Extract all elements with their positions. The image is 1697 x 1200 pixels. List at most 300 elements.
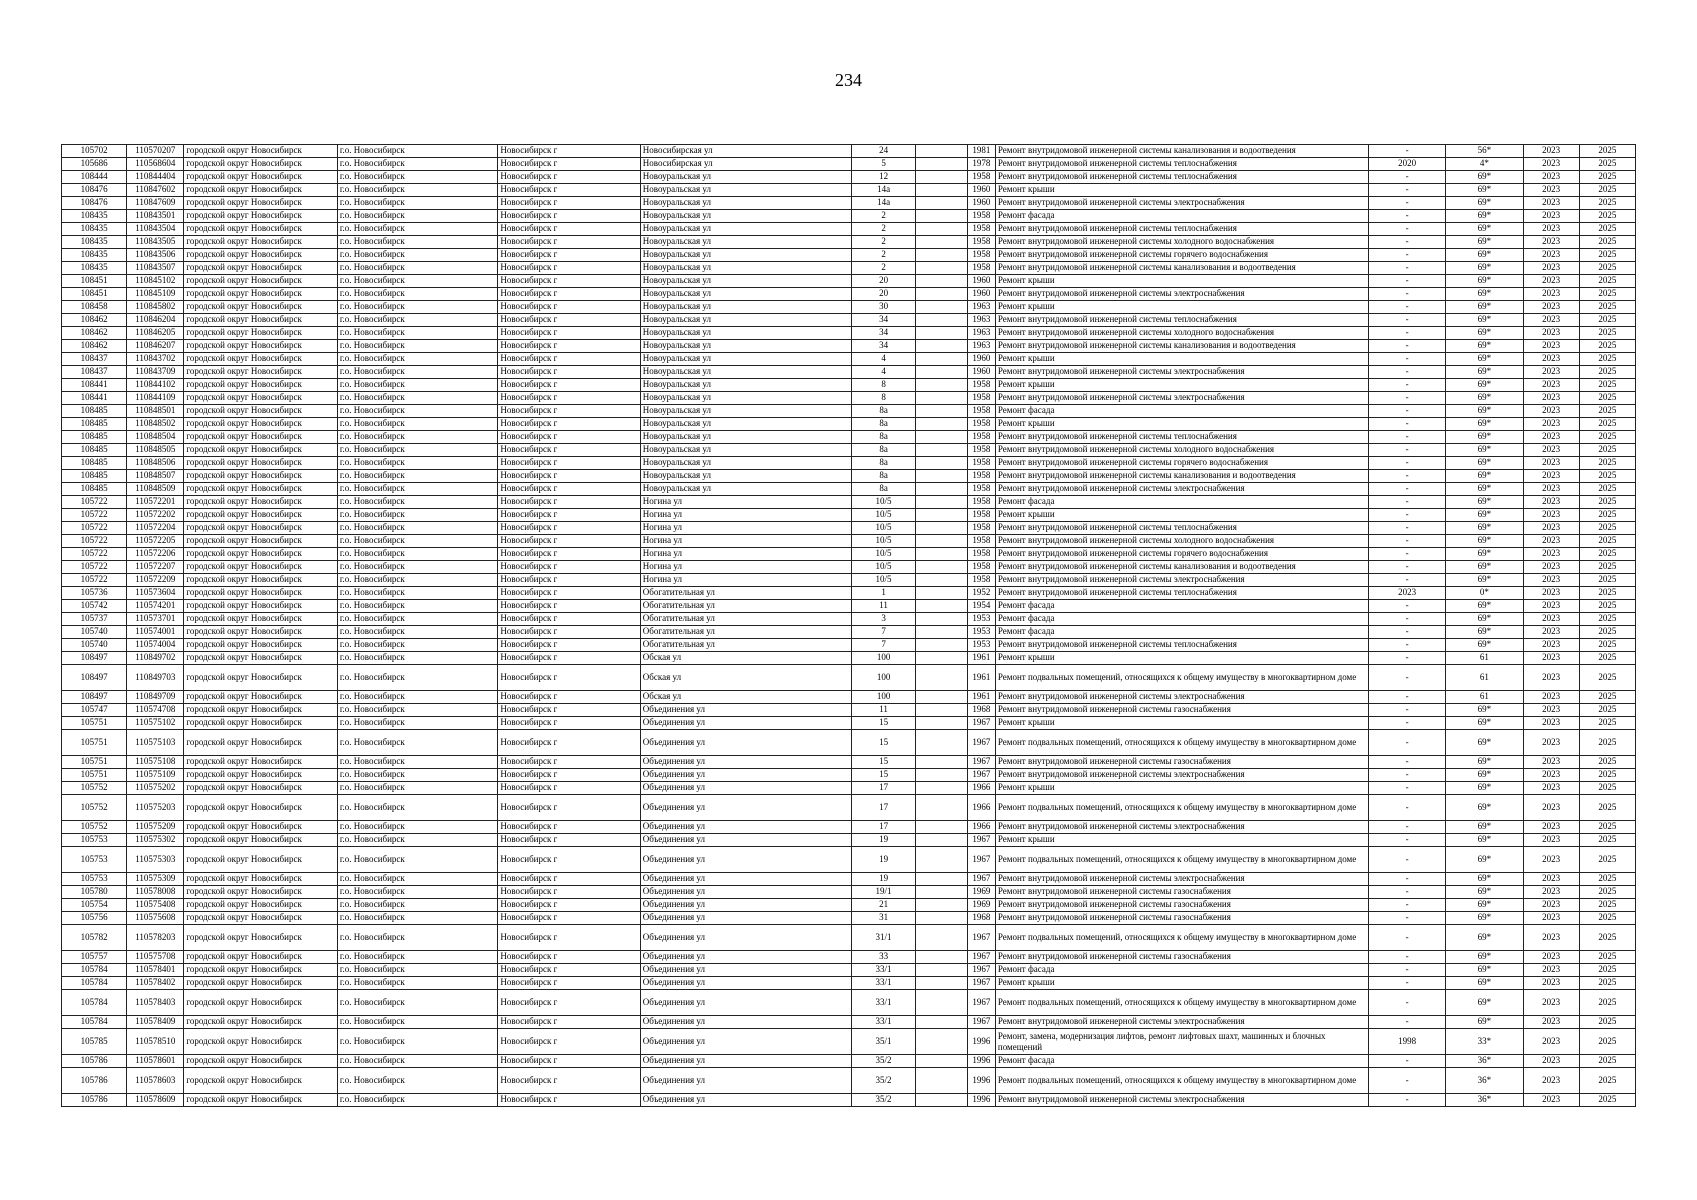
wear-percent-cell: 69*	[1446, 379, 1523, 392]
year-built-cell: 1958	[967, 249, 995, 262]
house-id-cell: 105785	[62, 1029, 127, 1055]
house-id-cell: 108444	[62, 171, 127, 184]
year-built-cell: 1963	[967, 314, 995, 327]
building-cell	[915, 691, 967, 704]
settlement-cell: Новосибирск г	[498, 184, 640, 197]
house-id-cell: 105754	[62, 899, 127, 912]
plan-year-end-cell: 2025	[1579, 600, 1635, 613]
work-id-cell: 110844102	[127, 379, 184, 392]
work-id-cell: 110848507	[127, 470, 184, 483]
table-row	[62, 977, 1636, 990]
work-id-cell: 110575708	[127, 951, 184, 964]
wear-percent-cell: 69*	[1446, 834, 1523, 847]
last-repair-year-cell: -	[1369, 925, 1446, 951]
house-number-cell: 5	[852, 158, 915, 171]
building-cell	[915, 509, 967, 522]
plan-year-start-cell: 2023	[1523, 834, 1579, 847]
house-id-cell: 105752	[62, 782, 127, 795]
plan-year-start-cell: 2023	[1523, 418, 1579, 431]
municipal-district-cell: городской округ Новосибирск	[184, 704, 337, 717]
last-repair-year-cell: -	[1369, 262, 1446, 275]
building-cell	[915, 431, 967, 444]
table-row	[62, 145, 1636, 158]
work-id-cell: 110848506	[127, 457, 184, 470]
last-repair-year-cell: -	[1369, 990, 1446, 1016]
municipality-cell: г.о. Новосибирск	[337, 288, 498, 301]
last-repair-year-cell: -	[1369, 548, 1446, 561]
plan-year-start-cell: 2023	[1523, 314, 1579, 327]
work-type-cell: Ремонт подвальных помещений, относящихся к общему имуществу в многоквартирном доме	[995, 730, 1368, 756]
municipal-district-cell: городской округ Новосибирск	[184, 951, 337, 964]
work-type-cell: Ремонт подвальных помещений, относящихся к общему имуществу в многоквартирном доме	[995, 1068, 1368, 1094]
last-repair-year-cell: -	[1369, 223, 1446, 236]
building-cell	[915, 587, 967, 600]
last-repair-year-cell: -	[1369, 847, 1446, 873]
municipal-district-cell: городской округ Новосибирск	[184, 457, 337, 470]
building-cell	[915, 470, 967, 483]
last-repair-year-cell: -	[1369, 1055, 1446, 1068]
table-row	[62, 457, 1636, 470]
table-row	[62, 197, 1636, 210]
last-repair-year-cell: -	[1369, 899, 1446, 912]
plan-year-end-cell: 2025	[1579, 327, 1635, 340]
table-row	[62, 210, 1636, 223]
last-repair-year-cell: -	[1369, 639, 1446, 652]
year-built-cell: 1960	[967, 275, 995, 288]
house-id-cell: 108497	[62, 665, 127, 691]
year-built-cell: 1966	[967, 795, 995, 821]
work-type-cell: Ремонт крыши	[995, 301, 1368, 314]
building-cell	[915, 626, 967, 639]
work-type-cell: Ремонт внутридомовой инженерной системы электроснабжения	[995, 574, 1368, 587]
wear-percent-cell: 69*	[1446, 509, 1523, 522]
plan-year-end-cell: 2025	[1579, 301, 1635, 314]
municipal-district-cell: городской округ Новосибирск	[184, 301, 337, 314]
year-built-cell: 1967	[967, 925, 995, 951]
work-id-cell: 110849703	[127, 665, 184, 691]
street-cell: Новоуральская ул	[640, 353, 852, 366]
plan-year-end-cell: 2025	[1579, 899, 1635, 912]
plan-year-end-cell: 2025	[1579, 847, 1635, 873]
house-number-cell: 33	[852, 951, 915, 964]
house-id-cell: 105753	[62, 834, 127, 847]
house-number-cell: 31/1	[852, 925, 915, 951]
municipality-cell: г.о. Новосибирск	[337, 574, 498, 587]
plan-year-end-cell: 2025	[1579, 665, 1635, 691]
wear-percent-cell: 69*	[1446, 847, 1523, 873]
plan-year-start-cell: 2023	[1523, 444, 1579, 457]
work-type-cell: Ремонт внутридомовой инженерной системы газоснабжения	[995, 899, 1368, 912]
work-id-cell: 110573604	[127, 587, 184, 600]
street-cell: Новоуральская ул	[640, 288, 852, 301]
wear-percent-cell: 69*	[1446, 444, 1523, 457]
plan-year-end-cell: 2025	[1579, 990, 1635, 1016]
work-type-cell: Ремонт внутридомовой инженерной системы электроснабжения	[995, 197, 1368, 210]
plan-year-end-cell: 2025	[1579, 1055, 1635, 1068]
building-cell	[915, 327, 967, 340]
street-cell: Обская ул	[640, 691, 852, 704]
municipality-cell: г.о. Новосибирск	[337, 210, 498, 223]
work-id-cell: 110575103	[127, 730, 184, 756]
settlement-cell: Новосибирск г	[498, 990, 640, 1016]
work-type-cell: Ремонт внутридомовой инженерной системы электроснабжения	[995, 1016, 1368, 1029]
settlement-cell: Новосибирск г	[498, 1068, 640, 1094]
house-id-cell: 108437	[62, 366, 127, 379]
settlement-cell: Новосибирск г	[498, 379, 640, 392]
settlement-cell: Новосибирск г	[498, 717, 640, 730]
last-repair-year-cell: 1998	[1369, 1029, 1446, 1055]
municipality-cell: г.о. Новосибирск	[337, 431, 498, 444]
last-repair-year-cell: -	[1369, 210, 1446, 223]
street-cell: Новоуральская ул	[640, 236, 852, 249]
house-id-cell: 108441	[62, 392, 127, 405]
wear-percent-cell: 36*	[1446, 1055, 1523, 1068]
last-repair-year-cell: -	[1369, 483, 1446, 496]
work-type-cell: Ремонт внутридомовой инженерной системы горячего водоснабжения	[995, 548, 1368, 561]
house-number-cell: 35/2	[852, 1068, 915, 1094]
plan-year-start-cell: 2023	[1523, 262, 1579, 275]
settlement-cell: Новосибирск г	[498, 158, 640, 171]
settlement-cell: Новосибирск г	[498, 964, 640, 977]
settlement-cell: Новосибирск г	[498, 457, 640, 470]
municipality-cell: г.о. Новосибирск	[337, 236, 498, 249]
house-number-cell: 100	[852, 665, 915, 691]
plan-year-start-cell: 2023	[1523, 561, 1579, 574]
work-id-cell: 110847602	[127, 184, 184, 197]
plan-year-end-cell: 2025	[1579, 496, 1635, 509]
plan-year-end-cell: 2025	[1579, 639, 1635, 652]
work-type-cell: Ремонт крыши	[995, 834, 1368, 847]
wear-percent-cell: 69*	[1446, 275, 1523, 288]
plan-year-end-cell: 2025	[1579, 197, 1635, 210]
house-id-cell: 105753	[62, 847, 127, 873]
municipal-district-cell: городской округ Новосибирск	[184, 756, 337, 769]
house-id-cell: 108451	[62, 288, 127, 301]
settlement-cell: Новосибирск г	[498, 171, 640, 184]
municipal-district-cell: городской округ Новосибирск	[184, 496, 337, 509]
plan-year-end-cell: 2025	[1579, 587, 1635, 600]
plan-year-end-cell: 2025	[1579, 925, 1635, 951]
municipal-district-cell: городской округ Новосибирск	[184, 314, 337, 327]
street-cell: Новоуральская ул	[640, 275, 852, 288]
work-id-cell: 110575608	[127, 912, 184, 925]
house-number-cell: 3	[852, 613, 915, 626]
table-row	[62, 236, 1636, 249]
house-number-cell: 17	[852, 782, 915, 795]
work-type-cell: Ремонт фасада	[995, 626, 1368, 639]
building-cell	[915, 275, 967, 288]
street-cell: Новоуральская ул	[640, 470, 852, 483]
work-type-cell: Ремонт внутридомовой инженерной системы электроснабжения	[995, 392, 1368, 405]
municipality-cell: г.о. Новосибирск	[337, 990, 498, 1016]
plan-year-end-cell: 2025	[1579, 444, 1635, 457]
wear-percent-cell: 69*	[1446, 873, 1523, 886]
plan-year-start-cell: 2023	[1523, 691, 1579, 704]
wear-percent-cell: 69*	[1446, 756, 1523, 769]
house-id-cell: 108441	[62, 379, 127, 392]
plan-year-start-cell: 2023	[1523, 535, 1579, 548]
wear-percent-cell: 69*	[1446, 184, 1523, 197]
house-id-cell: 108476	[62, 184, 127, 197]
building-cell	[915, 340, 967, 353]
work-type-cell: Ремонт внутридомовой инженерной системы газоснабжения	[995, 951, 1368, 964]
settlement-cell: Новосибирск г	[498, 652, 640, 665]
municipality-cell: г.о. Новосибирск	[337, 1055, 498, 1068]
municipal-district-cell: городской округ Новосибирск	[184, 847, 337, 873]
municipality-cell: г.о. Новосибирск	[337, 600, 498, 613]
work-id-cell: 110570207	[127, 145, 184, 158]
plan-year-start-cell: 2023	[1523, 912, 1579, 925]
wear-percent-cell: 69*	[1446, 600, 1523, 613]
house-number-cell: 15	[852, 730, 915, 756]
municipal-district-cell: городской округ Новосибирск	[184, 717, 337, 730]
last-repair-year-cell: -	[1369, 249, 1446, 262]
work-type-cell: Ремонт подвальных помещений, относящихся к общему имуществу в многоквартирном доме	[995, 990, 1368, 1016]
table-row	[62, 366, 1636, 379]
municipal-district-cell: городской округ Новосибирск	[184, 522, 337, 535]
plan-year-start-cell: 2023	[1523, 756, 1579, 769]
work-id-cell: 110578510	[127, 1029, 184, 1055]
work-type-cell: Ремонт внутридомовой инженерной системы газоснабжения	[995, 886, 1368, 899]
year-built-cell: 1961	[967, 665, 995, 691]
municipal-district-cell: городской округ Новосибирск	[184, 405, 337, 418]
work-type-cell: Ремонт внутридомовой инженерной системы горячего водоснабжения	[995, 249, 1368, 262]
work-type-cell: Ремонт подвальных помещений, относящихся к общему имуществу в многоквартирном доме	[995, 795, 1368, 821]
municipal-district-cell: городской округ Новосибирск	[184, 990, 337, 1016]
work-type-cell: Ремонт крыши	[995, 652, 1368, 665]
work-id-cell: 110843505	[127, 236, 184, 249]
municipal-district-cell: городской округ Новосибирск	[184, 652, 337, 665]
house-id-cell: 105782	[62, 925, 127, 951]
plan-year-end-cell: 2025	[1579, 951, 1635, 964]
year-built-cell: 1958	[967, 418, 995, 431]
house-id-cell: 108476	[62, 197, 127, 210]
building-cell	[915, 496, 967, 509]
table-row	[62, 444, 1636, 457]
year-built-cell: 1968	[967, 704, 995, 717]
year-built-cell: 1996	[967, 1029, 995, 1055]
house-number-cell: 19	[852, 847, 915, 873]
plan-year-start-cell: 2023	[1523, 704, 1579, 717]
year-built-cell: 1958	[967, 483, 995, 496]
plan-year-end-cell: 2025	[1579, 457, 1635, 470]
plan-year-end-cell: 2025	[1579, 756, 1635, 769]
year-built-cell: 1966	[967, 782, 995, 795]
plan-year-start-cell: 2023	[1523, 1094, 1579, 1107]
house-number-cell: 7	[852, 626, 915, 639]
wear-percent-cell: 69*	[1446, 457, 1523, 470]
municipal-district-cell: городской округ Новосибирск	[184, 353, 337, 366]
work-type-cell: Ремонт внутридомовой инженерной системы теплоснабжения	[995, 314, 1368, 327]
plan-year-end-cell: 2025	[1579, 509, 1635, 522]
house-number-cell: 4	[852, 353, 915, 366]
year-built-cell: 1958	[967, 392, 995, 405]
table-row	[62, 171, 1636, 184]
work-type-cell: Ремонт внутридомовой инженерной системы электроснабжения	[995, 1094, 1368, 1107]
last-repair-year-cell: -	[1369, 509, 1446, 522]
plan-year-end-cell: 2025	[1579, 210, 1635, 223]
wear-percent-cell: 69*	[1446, 431, 1523, 444]
building-cell	[915, 548, 967, 561]
year-built-cell: 1963	[967, 301, 995, 314]
street-cell: Новоуральская ул	[640, 314, 852, 327]
municipal-district-cell: городской округ Новосибирск	[184, 509, 337, 522]
municipal-district-cell: городской округ Новосибирск	[184, 821, 337, 834]
work-id-cell: 110572201	[127, 496, 184, 509]
plan-year-end-cell: 2025	[1579, 795, 1635, 821]
building-cell	[915, 1016, 967, 1029]
settlement-cell: Новосибирск г	[498, 912, 640, 925]
plan-year-start-cell: 2023	[1523, 353, 1579, 366]
municipality-cell: г.о. Новосибирск	[337, 730, 498, 756]
work-type-cell: Ремонт фасада	[995, 405, 1368, 418]
settlement-cell: Новосибирск г	[498, 795, 640, 821]
building-cell	[915, 184, 967, 197]
table-row	[62, 509, 1636, 522]
settlement-cell: Новосибирск г	[498, 418, 640, 431]
table-row	[62, 886, 1636, 899]
street-cell: Объединения ул	[640, 821, 852, 834]
table-row	[62, 600, 1636, 613]
work-type-cell: Ремонт внутридомовой инженерной системы теплоснабжения	[995, 171, 1368, 184]
plan-year-end-cell: 2025	[1579, 613, 1635, 626]
plan-year-start-cell: 2023	[1523, 730, 1579, 756]
house-id-cell: 108485	[62, 444, 127, 457]
street-cell: Объединения ул	[640, 964, 852, 977]
municipality-cell: г.о. Новосибирск	[337, 483, 498, 496]
work-id-cell: 110575108	[127, 756, 184, 769]
year-built-cell: 1958	[967, 171, 995, 184]
plan-year-start-cell: 2023	[1523, 379, 1579, 392]
house-id-cell: 105722	[62, 509, 127, 522]
house-id-cell: 108485	[62, 405, 127, 418]
wear-percent-cell: 69*	[1446, 366, 1523, 379]
municipality-cell: г.о. Новосибирск	[337, 418, 498, 431]
last-repair-year-cell: -	[1369, 366, 1446, 379]
building-cell	[915, 483, 967, 496]
settlement-cell: Новосибирск г	[498, 730, 640, 756]
house-id-cell: 108485	[62, 483, 127, 496]
house-id-cell: 108485	[62, 470, 127, 483]
building-cell	[915, 886, 967, 899]
year-built-cell: 1967	[967, 717, 995, 730]
work-id-cell: 110848505	[127, 444, 184, 457]
plan-year-end-cell: 2025	[1579, 522, 1635, 535]
table-row	[62, 730, 1636, 756]
wear-percent-cell: 36*	[1446, 1068, 1523, 1094]
year-built-cell: 1958	[967, 236, 995, 249]
municipality-cell: г.о. Новосибирск	[337, 262, 498, 275]
plan-year-start-cell: 2023	[1523, 1055, 1579, 1068]
house-number-cell: 8а	[852, 470, 915, 483]
work-id-cell: 110578609	[127, 1094, 184, 1107]
street-cell: Объединения ул	[640, 834, 852, 847]
street-cell: Новоуральская ул	[640, 457, 852, 470]
last-repair-year-cell: -	[1369, 912, 1446, 925]
municipality-cell: г.о. Новосибирск	[337, 392, 498, 405]
last-repair-year-cell: -	[1369, 405, 1446, 418]
work-id-cell: 110575102	[127, 717, 184, 730]
house-id-cell: 108485	[62, 431, 127, 444]
settlement-cell: Новосибирск г	[498, 1055, 640, 1068]
house-number-cell: 33/1	[852, 977, 915, 990]
work-id-cell: 110572209	[127, 574, 184, 587]
house-id-cell: 108497	[62, 691, 127, 704]
house-number-cell: 10/5	[852, 496, 915, 509]
municipal-district-cell: городской округ Новосибирск	[184, 1068, 337, 1094]
plan-year-start-cell: 2023	[1523, 717, 1579, 730]
table-row	[62, 405, 1636, 418]
plan-year-start-cell: 2023	[1523, 236, 1579, 249]
work-id-cell: 110575408	[127, 899, 184, 912]
plan-year-end-cell: 2025	[1579, 340, 1635, 353]
year-built-cell: 1967	[967, 756, 995, 769]
table-row	[62, 158, 1636, 171]
municipal-district-cell: городской округ Новосибирск	[184, 340, 337, 353]
street-cell: Объединения ул	[640, 925, 852, 951]
table-row	[62, 782, 1636, 795]
municipal-district-cell: городской округ Новосибирск	[184, 873, 337, 886]
house-number-cell: 33/1	[852, 964, 915, 977]
settlement-cell: Новосибирск г	[498, 873, 640, 886]
table-row	[62, 613, 1636, 626]
municipality-cell: г.о. Новосибирск	[337, 249, 498, 262]
municipal-district-cell: городской округ Новосибирск	[184, 184, 337, 197]
street-cell: Объединения ул	[640, 873, 852, 886]
house-id-cell: 105747	[62, 704, 127, 717]
plan-year-end-cell: 2025	[1579, 249, 1635, 262]
municipality-cell: г.о. Новосибирск	[337, 444, 498, 457]
plan-year-start-cell: 2023	[1523, 639, 1579, 652]
work-type-cell: Ремонт подвальных помещений, относящихся к общему имуществу в многоквартирном доме	[995, 847, 1368, 873]
building-cell	[915, 925, 967, 951]
building-cell	[915, 171, 967, 184]
year-built-cell: 1961	[967, 691, 995, 704]
wear-percent-cell: 69*	[1446, 886, 1523, 899]
municipality-cell: г.о. Новосибирск	[337, 717, 498, 730]
work-id-cell: 110844109	[127, 392, 184, 405]
municipality-cell: г.о. Новосибирск	[337, 197, 498, 210]
settlement-cell: Новосибирск г	[498, 262, 640, 275]
house-number-cell: 8а	[852, 405, 915, 418]
house-id-cell: 105752	[62, 821, 127, 834]
work-id-cell: 110848504	[127, 431, 184, 444]
last-repair-year-cell: -	[1369, 821, 1446, 834]
settlement-cell: Новосибирск г	[498, 509, 640, 522]
year-built-cell: 1967	[967, 873, 995, 886]
house-number-cell: 14а	[852, 184, 915, 197]
plan-year-start-cell: 2023	[1523, 795, 1579, 821]
house-number-cell: 8а	[852, 431, 915, 444]
municipal-district-cell: городской округ Новосибирск	[184, 665, 337, 691]
wear-percent-cell: 69*	[1446, 951, 1523, 964]
last-repair-year-cell: -	[1369, 1016, 1446, 1029]
building-cell	[915, 158, 967, 171]
building-cell	[915, 457, 967, 470]
plan-year-start-cell: 2023	[1523, 951, 1579, 964]
plan-year-end-cell: 2025	[1579, 535, 1635, 548]
building-cell	[915, 652, 967, 665]
work-type-cell: Ремонт внутридомовой инженерной системы горячего водоснабжения	[995, 457, 1368, 470]
last-repair-year-cell: -	[1369, 665, 1446, 691]
table-row	[62, 392, 1636, 405]
house-id-cell: 105751	[62, 717, 127, 730]
building-cell	[915, 366, 967, 379]
house-number-cell: 20	[852, 275, 915, 288]
work-id-cell: 110849709	[127, 691, 184, 704]
house-number-cell: 8а	[852, 418, 915, 431]
year-built-cell: 1953	[967, 626, 995, 639]
